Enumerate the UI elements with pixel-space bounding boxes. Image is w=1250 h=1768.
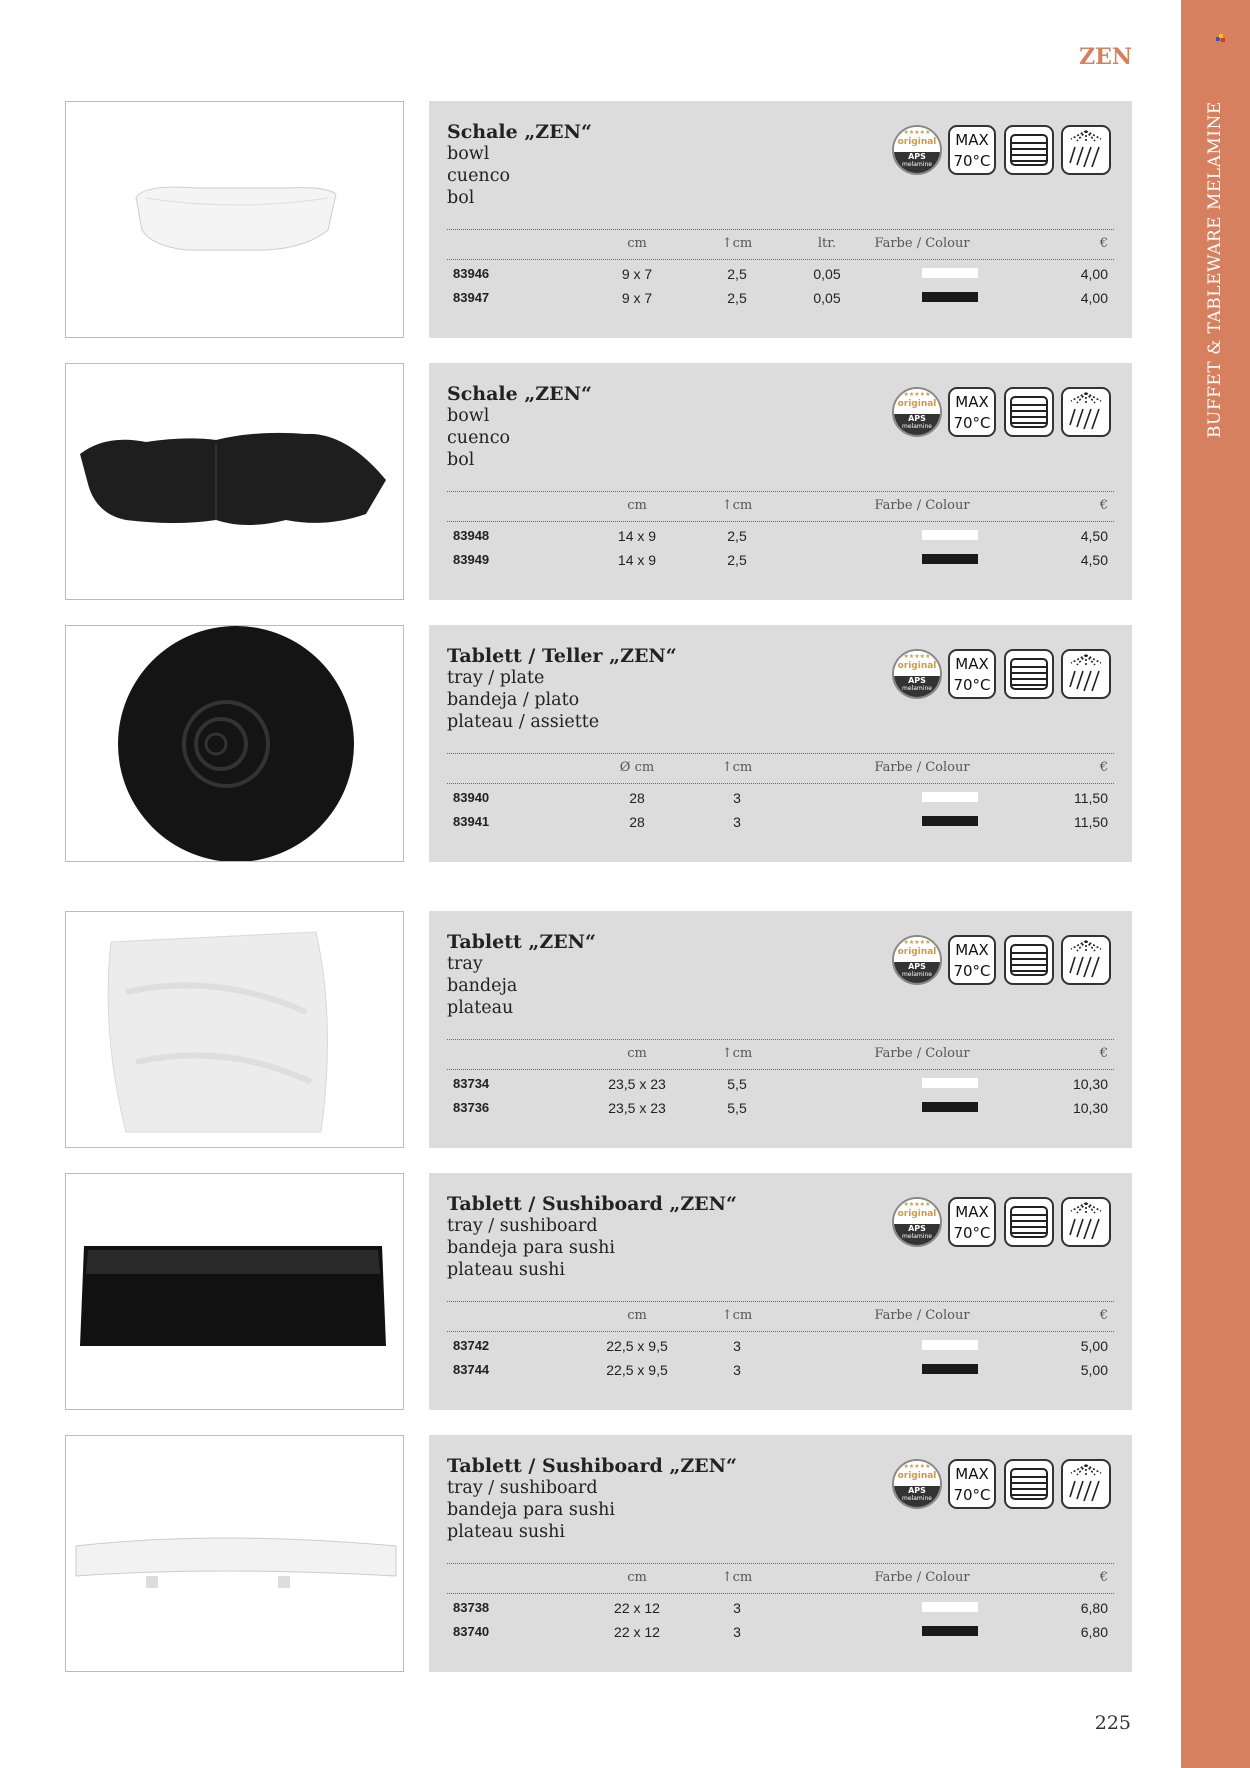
product-names bbox=[447, 383, 592, 471]
height-arrow-icon: ↑ bbox=[721, 236, 733, 251]
black-colour-swatch bbox=[922, 816, 978, 826]
badge-group bbox=[892, 125, 1114, 177]
height-arrow-icon: ↑ bbox=[721, 1570, 733, 1585]
product-name-de: Tablett / Teller „ZEN“ bbox=[447, 645, 677, 667]
product-name-fr: plateau bbox=[447, 998, 514, 1018]
dimension: 22 x 12 bbox=[614, 1624, 660, 1640]
header-price: € bbox=[1099, 1570, 1108, 1585]
product-name-de: Tablett / Sushiboard „ZEN“ bbox=[447, 1455, 737, 1477]
product-name-en: bowl bbox=[447, 144, 490, 164]
white-colour-swatch bbox=[922, 792, 978, 802]
product-photo bbox=[65, 101, 404, 338]
article-number: 83738 bbox=[453, 1600, 490, 1615]
table-row bbox=[447, 808, 1114, 832]
height: 2,5 bbox=[727, 528, 747, 544]
table-header bbox=[447, 1040, 1114, 1069]
product-name-en: tray bbox=[447, 954, 483, 974]
height: 5,5 bbox=[727, 1100, 747, 1116]
aps-melamine-badge-icon: ★★★★★ original APS melamine bbox=[892, 1459, 942, 1509]
price: 4,50 bbox=[1080, 552, 1108, 568]
product-photo bbox=[65, 1173, 404, 1410]
height: 5,5 bbox=[727, 1076, 747, 1092]
header-colour: Farbe / Colour bbox=[874, 1570, 970, 1585]
white-colour-swatch bbox=[922, 268, 978, 278]
dimension: 23,5 x 23 bbox=[608, 1076, 666, 1092]
header-dim: cm bbox=[627, 1046, 647, 1061]
table-header bbox=[447, 1564, 1114, 1593]
product-panel bbox=[429, 1173, 1132, 1410]
badge-group bbox=[892, 1197, 1114, 1249]
product-photo bbox=[65, 625, 404, 862]
header-dim: cm bbox=[627, 1570, 647, 1585]
price: 4,00 bbox=[1080, 266, 1108, 282]
article-number: 83736 bbox=[453, 1100, 490, 1115]
article-number: 83941 bbox=[453, 814, 490, 829]
height-arrow-icon: ↑ bbox=[721, 498, 733, 513]
aps-melamine-badge-icon: ★★★★★ original APS melamine bbox=[892, 387, 942, 437]
header-colour: Farbe / Colour bbox=[874, 1308, 970, 1323]
product-names bbox=[447, 645, 677, 733]
height-arrow-icon: ↑ bbox=[721, 760, 733, 775]
height: 2,5 bbox=[727, 266, 747, 282]
dimension: 22 x 12 bbox=[614, 1600, 660, 1616]
product-names bbox=[447, 121, 592, 209]
height: 2,5 bbox=[727, 290, 747, 306]
product-panel bbox=[429, 1435, 1132, 1672]
page-title: ZEN bbox=[1079, 44, 1132, 70]
stackable-icon bbox=[1004, 1197, 1054, 1247]
product-name-en: tray / plate bbox=[447, 668, 545, 688]
price: 11,50 bbox=[1074, 814, 1108, 830]
header-height: ↑cm bbox=[721, 760, 753, 775]
product-name-en: tray / sushiboard bbox=[447, 1216, 598, 1236]
price: 6,80 bbox=[1080, 1600, 1108, 1616]
table-header bbox=[447, 754, 1114, 783]
header-colour: Farbe / Colour bbox=[874, 1046, 970, 1061]
product-photo bbox=[65, 363, 404, 600]
dimension: 28 bbox=[629, 790, 645, 806]
header-colour: Farbe / Colour bbox=[874, 760, 970, 775]
price: 6,80 bbox=[1080, 1624, 1108, 1640]
black-colour-swatch bbox=[922, 292, 978, 302]
header-height: ↑cm bbox=[721, 236, 753, 251]
stackable-icon bbox=[1004, 1459, 1054, 1509]
article-number: 83940 bbox=[453, 790, 490, 805]
dishwasher-icon bbox=[1061, 649, 1111, 699]
header-dim: cm bbox=[627, 498, 647, 513]
badge-group bbox=[892, 387, 1114, 439]
height: 3 bbox=[733, 1362, 741, 1378]
dimension: 28 bbox=[629, 814, 645, 830]
volume: 0,05 bbox=[813, 266, 841, 282]
article-number: 83740 bbox=[453, 1624, 490, 1639]
table-row bbox=[447, 784, 1114, 808]
max-temp-icon: MAX 70°C bbox=[948, 1197, 996, 1247]
product-names bbox=[447, 931, 596, 1019]
header-dim: cm bbox=[627, 236, 647, 251]
black-colour-swatch bbox=[922, 1102, 978, 1112]
spec-table bbox=[447, 1563, 1114, 1642]
product-name-es: bandeja para sushi bbox=[447, 1238, 615, 1258]
volume: 0,05 bbox=[813, 290, 841, 306]
article-number: 83946 bbox=[453, 266, 490, 281]
article-number: 83949 bbox=[453, 552, 490, 567]
header-price: € bbox=[1099, 1046, 1108, 1061]
product-name-de: Tablett / Sushiboard „ZEN“ bbox=[447, 1193, 737, 1215]
dishwasher-icon bbox=[1061, 387, 1111, 437]
product-name-es: bandeja bbox=[447, 976, 518, 996]
spec-table bbox=[447, 1039, 1114, 1118]
dishwasher-icon bbox=[1061, 935, 1111, 985]
table-row bbox=[447, 260, 1114, 284]
header-dim: cm bbox=[627, 1308, 647, 1323]
height: 3 bbox=[733, 814, 741, 830]
spec-table bbox=[447, 491, 1114, 570]
table-row bbox=[447, 1618, 1114, 1642]
height: 3 bbox=[733, 1338, 741, 1354]
white-colour-swatch bbox=[922, 1340, 978, 1350]
product-name-de: Schale „ZEN“ bbox=[447, 121, 592, 143]
color-dots-icon bbox=[1216, 34, 1226, 44]
height-arrow-icon: ↑ bbox=[721, 1308, 733, 1323]
dimension: 9 x 7 bbox=[621, 290, 653, 306]
header-colour: Farbe / Colour bbox=[874, 236, 970, 251]
black-colour-swatch bbox=[922, 554, 978, 564]
product-name-fr: plateau / assiette bbox=[447, 712, 600, 732]
height: 3 bbox=[733, 790, 741, 806]
dimension: 14 x 9 bbox=[617, 552, 657, 568]
header-price: € bbox=[1099, 760, 1108, 775]
stackable-icon bbox=[1004, 649, 1054, 699]
product-panel bbox=[429, 363, 1132, 600]
product-name-fr: plateau sushi bbox=[447, 1522, 565, 1542]
product-name-fr: bol bbox=[447, 450, 475, 470]
product-name-de: Tablett „ZEN“ bbox=[447, 931, 596, 953]
table-row bbox=[447, 1594, 1114, 1618]
height-arrow-icon: ↑ bbox=[721, 1046, 733, 1061]
product-photo bbox=[65, 911, 404, 1148]
price: 4,00 bbox=[1080, 290, 1108, 306]
article-number: 83947 bbox=[453, 290, 490, 305]
dimension: 22,5 x 9,5 bbox=[606, 1362, 668, 1378]
stackable-icon bbox=[1004, 387, 1054, 437]
max-temp-icon: MAX 70°C bbox=[948, 125, 996, 175]
white-colour-swatch bbox=[922, 1078, 978, 1088]
product-panel bbox=[429, 911, 1132, 1148]
white-colour-swatch bbox=[922, 1602, 978, 1612]
article-number: 83734 bbox=[453, 1076, 490, 1091]
header-price: € bbox=[1099, 498, 1108, 513]
table-row bbox=[447, 284, 1114, 308]
sidebar-text: BUFFET & TABLEWARE MELAMINE bbox=[1205, 101, 1225, 438]
table-row bbox=[447, 546, 1114, 570]
header-height: ↑cm bbox=[721, 498, 753, 513]
price: 11,50 bbox=[1074, 790, 1108, 806]
table-row bbox=[447, 522, 1114, 546]
spec-table bbox=[447, 1301, 1114, 1380]
black-colour-swatch bbox=[922, 1364, 978, 1374]
stackable-icon bbox=[1004, 125, 1054, 175]
height: 3 bbox=[733, 1600, 741, 1616]
table-header bbox=[447, 230, 1114, 259]
header-price: € bbox=[1099, 236, 1108, 251]
badge-group bbox=[892, 935, 1114, 987]
dishwasher-icon bbox=[1061, 125, 1111, 175]
height: 3 bbox=[733, 1624, 741, 1640]
price: 10,30 bbox=[1072, 1076, 1108, 1092]
table-header bbox=[447, 1302, 1114, 1331]
header-height: ↑cm bbox=[721, 1570, 753, 1585]
height: 2,5 bbox=[727, 552, 747, 568]
aps-melamine-badge-icon: ★★★★★ original APS melamine bbox=[892, 125, 942, 175]
header-colour: Farbe / Colour bbox=[874, 498, 970, 513]
max-temp-icon: MAX 70°C bbox=[948, 935, 996, 985]
price: 5,00 bbox=[1080, 1338, 1108, 1354]
aps-melamine-badge-icon: ★★★★★ original APS melamine bbox=[892, 1197, 942, 1247]
dimension: 14 x 9 bbox=[617, 528, 657, 544]
product-name-fr: bol bbox=[447, 188, 475, 208]
stackable-icon bbox=[1004, 935, 1054, 985]
price: 5,00 bbox=[1080, 1362, 1108, 1378]
aps-melamine-badge-icon: ★★★★★ original APS melamine bbox=[892, 649, 942, 699]
dishwasher-icon bbox=[1061, 1459, 1111, 1509]
header-price: € bbox=[1099, 1308, 1108, 1323]
aps-melamine-badge-icon: ★★★★★ original APS melamine bbox=[892, 935, 942, 985]
dimension: 22,5 x 9,5 bbox=[606, 1338, 668, 1354]
product-name-fr: plateau sushi bbox=[447, 1260, 565, 1280]
article-number: 83744 bbox=[453, 1362, 490, 1377]
article-number: 83742 bbox=[453, 1338, 490, 1353]
dimension: 9 x 7 bbox=[621, 266, 653, 282]
spec-table bbox=[447, 753, 1114, 832]
product-name-de: Schale „ZEN“ bbox=[447, 383, 592, 405]
max-temp-icon: MAX 70°C bbox=[948, 1459, 996, 1509]
spec-table bbox=[447, 229, 1114, 308]
table-row bbox=[447, 1070, 1114, 1094]
header-height: ↑cm bbox=[721, 1046, 753, 1061]
max-temp-icon: MAX 70°C bbox=[948, 387, 996, 437]
product-name-es: cuenco bbox=[447, 166, 511, 186]
header-ltr: ltr. bbox=[817, 236, 837, 251]
max-temp-icon: MAX 70°C bbox=[948, 649, 996, 699]
price: 4,50 bbox=[1080, 528, 1108, 544]
white-colour-swatch bbox=[922, 530, 978, 540]
product-name-en: bowl bbox=[447, 406, 490, 426]
table-header bbox=[447, 492, 1114, 521]
badge-group bbox=[892, 1459, 1114, 1511]
table-row bbox=[447, 1332, 1114, 1356]
product-names bbox=[447, 1455, 737, 1543]
page-number: 225 bbox=[1094, 1712, 1131, 1734]
dimension: 23,5 x 23 bbox=[608, 1100, 666, 1116]
product-panel bbox=[429, 101, 1132, 338]
header-dim: Ø cm bbox=[619, 760, 655, 775]
table-row bbox=[447, 1356, 1114, 1380]
article-number: 83948 bbox=[453, 528, 490, 543]
product-name-es: bandeja para sushi bbox=[447, 1500, 615, 1520]
header-height: ↑cm bbox=[721, 1308, 753, 1323]
product-name-es: bandeja / plato bbox=[447, 690, 580, 710]
badge-group bbox=[892, 649, 1114, 701]
table-row bbox=[447, 1094, 1114, 1118]
price: 10,30 bbox=[1072, 1100, 1108, 1116]
product-name-es: cuenco bbox=[447, 428, 511, 448]
dishwasher-icon bbox=[1061, 1197, 1111, 1247]
product-photo bbox=[65, 1435, 404, 1672]
product-panel bbox=[429, 625, 1132, 862]
black-colour-swatch bbox=[922, 1626, 978, 1636]
product-names bbox=[447, 1193, 737, 1281]
product-name-en: tray / sushiboard bbox=[447, 1478, 598, 1498]
